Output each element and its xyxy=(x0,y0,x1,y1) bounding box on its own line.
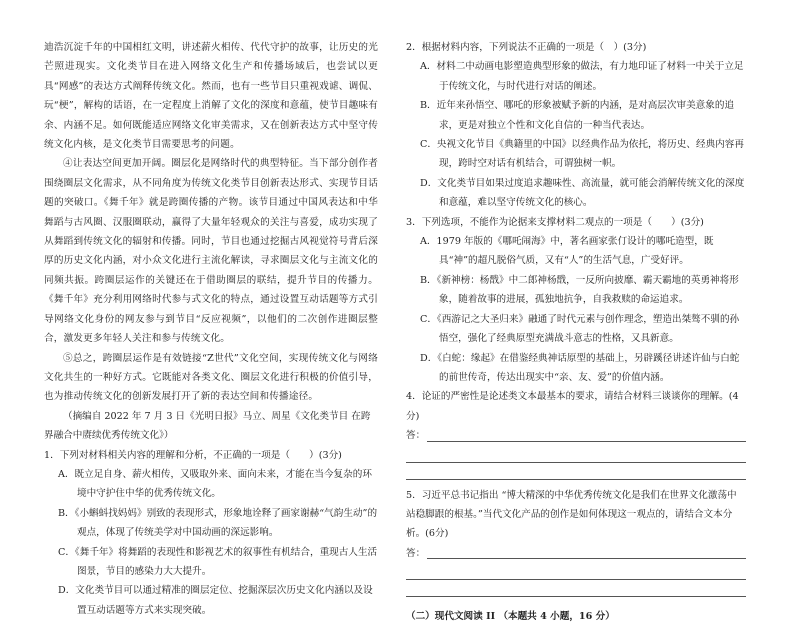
question-3 xyxy=(406,213,746,388)
question-5-answer-line-1[interactable] xyxy=(427,558,746,559)
question-3-option-b[interactable]: B．《新神榜：杨戬》中二郎神杨戬，一反所向披靡、霸天霸地的英勇神将形象，随着故事的进展，孤独地抗争，自我救赎的命运追求。 xyxy=(420,274,739,306)
question-2-option-d[interactable]: D．文化类节目如果过度追求趣味性、高流量，就可能会消解传统文化的深度和意蕴，难以坚守传统文化的核心。 xyxy=(420,177,745,209)
question-4-answer-label: 答： xyxy=(406,430,426,442)
question-1-stem: 1．下列对材料相关内容的理解和分析，不正确的一项是（ ）(3分) xyxy=(44,449,342,461)
passage-paragraph-3: ⑤总之，跨圈层运作是有效链接“Z世代”文化空间，实现传统文化与网络文化共生的一种好方式。它既能对各类文化、圈层文化进行积极的价值引导，也为推动传统文化的创新发展打开了新的表达空间和传播途径。 xyxy=(44,352,378,403)
question-3-option-c[interactable]: C．《西游记之大圣归来》融通了时代元素与创作理念，塑造出桀骜不驯的孙悟空，强化了经典原型充满战斗意志的性格，又具新意。 xyxy=(420,313,740,345)
question-4-stem: 4．论证的严密性是论述类文本最基本的要求，请结合材料三谈谈你的理解。(4分) xyxy=(406,391,739,422)
question-1-option-b[interactable]: B．《小蝌蚪找妈妈》别致的表现形式，形象地诠释了画家谢赫“气韵生动”的观点，体现了传统美学对中国动画的深远影响。 xyxy=(58,507,378,539)
question-2-option-a[interactable]: A．材料二中动画电影塑造典型形象的做法，有力地印证了材料一中关于立足于传统文化，与时代进行对话的阐述。 xyxy=(420,61,744,92)
passage-paragraph-1: 迪浩沉淀千年的中国相红文明，讲述薪火相传、代代守护的故事，让历史的光芒照进现实。文化类节目在进入网络文化生产和传播场域后，也尝试以更具“网感”的表达方式阐释传统文化。然而，也有一些节目只重视戏谑、调侃、玩“梗”，解构的话语，在一定程度上消解了文化的深度和意蕴，使节目趣味有余、内涵不足。如何既能适应网络文化审美需求，又在创新表达方式中坚守传统文化内核，是文化类节目需要思考的问题。 xyxy=(44,42,378,151)
passage-source: （摘编自 2022 年 7 月 3 日《光明日报》马立、周星《文化类节目 在跨界融合中赓续优秀传统文化》） xyxy=(44,410,371,442)
question-4-answer-line-1[interactable] xyxy=(427,441,746,442)
question-5-answer-row xyxy=(406,544,746,563)
question-3-option-d[interactable]: D．《白蛇：缘起》在借鉴经典神话原型的基础上，另辟蹊径讲述许仙与白蛇的前世传奇，传达出现实中“亲、友、爱”的价值内涵。 xyxy=(420,352,740,383)
question-2-option-c[interactable]: C．央视文化节目《典籍里的中国》以经典作品为依托，将历史、经典内容再现，跨时空对话有机结合，可谓独树一帜。 xyxy=(420,139,744,170)
question-2-stem: 2．根据材料内容，下列说法不正确的一项是（ ）(3分) xyxy=(406,42,647,53)
question-1 xyxy=(44,446,378,621)
question-5-answer-line-3[interactable] xyxy=(406,596,746,597)
question-4 xyxy=(406,387,746,479)
question-1-option-c[interactable]: C．《舞千年》将舞蹈的表现性和影视艺术的叙事性有机结合，重现古人生活图景，节目的感染力大大提升。 xyxy=(58,546,378,577)
question-3-option-a[interactable]: A．1979 年版的《哪吒闹海》中，著名画家张仃设计的哪吒造型，既具“神”的超凡脱俗气质，又有“人”的生活气息，广受好评。 xyxy=(420,236,714,267)
question-1-option-d[interactable]: D．文化类节目可以通过精准的圈层定位、挖掘深层次历史文化内涵以及设置互动话题等方式来实现突破。 xyxy=(58,585,373,616)
question-4-answer-line-2[interactable] xyxy=(406,462,746,463)
question-5-stem: 5．习近平总书记指出 “博大精深的中华优秀传统文化是我们在世界文化激荡中站稳脚跟的根基。”当代文化产品的创作是如何体现这一观点的，请结合文本分析。(6分) xyxy=(406,489,737,540)
question-2-option-b[interactable]: B．近年来孙悟空、哪吒的形象被赋予新的内涵，是对高层次审美意象的追求，更是对独立个性和文化自信的一种当代表达。 xyxy=(420,100,735,131)
question-5-answer-label: 答： xyxy=(406,547,426,559)
question-5 xyxy=(406,486,746,598)
question-2 xyxy=(406,38,746,213)
right-column xyxy=(406,38,746,627)
section-heading-reading-2: （二）现代文阅读 II （本题共 4 小题，16 分） xyxy=(406,611,615,623)
left-column xyxy=(44,38,378,620)
question-4-answer-row xyxy=(406,426,746,445)
passage-paragraph-2: ④让表达空间更加开阔。圈层化是网络时代的典型特征。当下部分创作者围绕圈层文化需求，从不同角度为传统文化类节目创新表达形式、实现节目话题的突破口。《舞千年》就是跨圈传播的产物。该节目通过中国风表达和中华舞蹈与古风圈、汉服圈联动，赢得了大量年轻观众的关注与喜爱，成功实现了从舞蹈到传统文化的辐射和传播。同时，节目也通过挖掘古风视觉符号背后深厚的历史文化内涵，对小众文化进行主流化解读，寻求圈层文化与主流文化的同频共振。跨圈层运作的关键还在于借助圈层的联结，提升节目的传播力。《舞千年》充分利用网络时代参与式文化的特点，通过设置互动话题等方式引导网络文化身份的网友参与到节目“反应视频”，以他们的二次创作进圈层整合，激发更多年轻人关注和参与传统文化。 xyxy=(44,158,378,345)
question-1-option-a[interactable]: A．既立足自身、薪火相传，又吸取外来、面向未来，才能在当今复杂的环境中守护住中华的优秀传统文化。 xyxy=(58,468,372,500)
question-5-answer-line-2[interactable] xyxy=(406,579,746,580)
question-3-stem: 3．下列选项，不能作为论据来支撑材料二观点的一项是（ ）(3分) xyxy=(406,216,704,228)
